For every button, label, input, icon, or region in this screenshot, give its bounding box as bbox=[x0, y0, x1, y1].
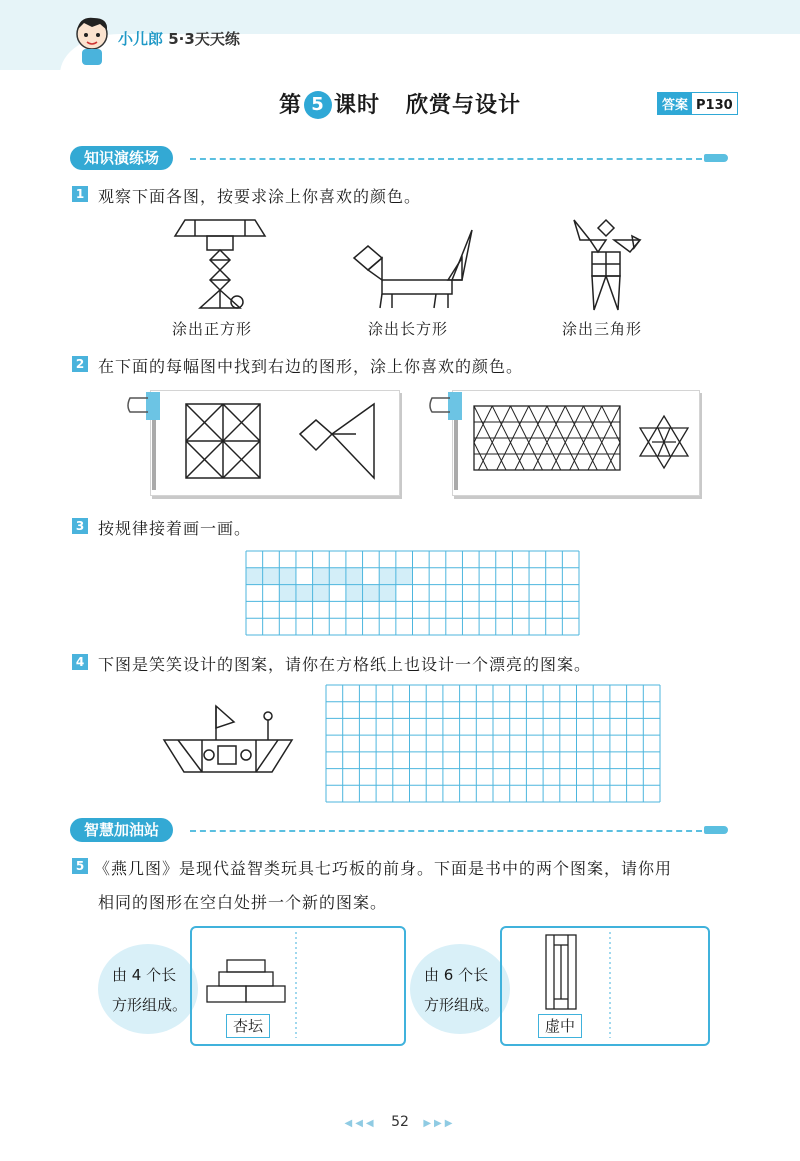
section-divider bbox=[190, 158, 702, 160]
pattern-cell bbox=[279, 585, 296, 602]
question-text-line2: 相同的图形在空白处拼一个新的图案。 bbox=[98, 893, 388, 912]
question-text: 观察下面各图，按要求涂上你喜欢的颜色。 bbox=[98, 187, 422, 206]
question-text: 在下面的每幅图中找到右边的图形，涂上你喜欢的颜色。 bbox=[98, 357, 524, 376]
binder-clip-icon bbox=[124, 392, 164, 492]
question-number: 1 bbox=[72, 186, 88, 202]
page-footer bbox=[0, 1114, 800, 1130]
title-prefix: 第 bbox=[278, 93, 302, 118]
brand-name: 小儿郎 bbox=[118, 30, 164, 48]
pattern-label: 杏坛 bbox=[226, 1014, 270, 1038]
mascot-icon bbox=[70, 14, 114, 68]
arrows-right-icon: ▶▶▶ bbox=[423, 1118, 456, 1129]
question-number: 2 bbox=[72, 356, 88, 372]
pencil-icon bbox=[704, 154, 728, 162]
section-wisdom: 智慧加油站 bbox=[70, 818, 173, 842]
caption-rectangle: 涂出长方形 bbox=[368, 320, 449, 338]
caption-square: 涂出正方形 bbox=[172, 320, 253, 338]
pattern-cell bbox=[313, 568, 330, 585]
answer-page: P130 bbox=[696, 98, 733, 113]
bubble-text: 由 4 个长 bbox=[112, 966, 177, 984]
brand-logo bbox=[118, 28, 240, 49]
figure-triangle-lattice bbox=[474, 406, 620, 470]
question-text: 《燕几图》是现代益智类玩具七巧板的前身。下面是书中的两个图案，请你用 bbox=[94, 859, 673, 878]
pattern-cell bbox=[396, 568, 413, 585]
hint-bubble-right bbox=[410, 944, 510, 1034]
pattern-cell bbox=[346, 568, 363, 585]
pattern-cell bbox=[313, 585, 330, 602]
pattern-cell bbox=[379, 568, 396, 585]
bubble-text: 由 6 个长 bbox=[424, 966, 489, 984]
binder-clip-icon bbox=[426, 392, 466, 492]
pattern-cell bbox=[346, 585, 363, 602]
pattern-cell bbox=[246, 568, 263, 585]
figure-squares bbox=[175, 218, 265, 313]
lesson-number-badge: 5 bbox=[304, 91, 332, 119]
bubble-text: 方形组成。 bbox=[112, 996, 188, 1014]
pattern-cell bbox=[279, 568, 296, 585]
pattern-label: 虚中 bbox=[538, 1014, 582, 1038]
title-suffix: 课时 bbox=[334, 93, 381, 118]
design-grid[interactable] bbox=[326, 685, 660, 802]
figure-triangles bbox=[572, 218, 642, 312]
answer-key-label: 答案 bbox=[658, 93, 692, 114]
figure-hexagram bbox=[638, 414, 690, 470]
pattern-cell bbox=[263, 568, 280, 585]
answer-key-badge bbox=[657, 92, 738, 115]
pencil-icon bbox=[704, 826, 728, 834]
pattern-grid bbox=[246, 551, 579, 635]
title-topic: 欣赏与设计 bbox=[406, 93, 522, 118]
figure-xuzhong[interactable] bbox=[544, 933, 578, 1011]
arrows-left-icon: ◀◀◀ bbox=[344, 1118, 377, 1129]
page-number: 52 bbox=[391, 1114, 409, 1130]
hint-bubble-left bbox=[98, 944, 198, 1034]
question-number: 3 bbox=[72, 518, 88, 534]
bubble-text: 方形组成。 bbox=[424, 996, 500, 1014]
question-text: 下图是笑笑设计的图案，请你在方格纸上也设计一个漂亮的图案。 bbox=[98, 655, 592, 674]
figure-boat bbox=[164, 706, 294, 776]
section-divider bbox=[190, 830, 702, 832]
pattern-cell bbox=[329, 568, 346, 585]
section-knowledge: 知识演练场 bbox=[70, 146, 173, 170]
frame-divider bbox=[502, 928, 706, 1042]
question-text: 按规律接着画一画。 bbox=[98, 519, 252, 538]
figure-xingtan[interactable] bbox=[205, 958, 287, 1004]
caption-triangle: 涂出三角形 bbox=[562, 320, 643, 338]
brand-series: 5·3天天练 bbox=[168, 30, 240, 48]
pattern-cell bbox=[363, 585, 380, 602]
pattern-cell bbox=[296, 585, 313, 602]
figure-grid-squares bbox=[186, 404, 376, 478]
figure-rectangles bbox=[352, 228, 474, 310]
question-number: 4 bbox=[72, 654, 88, 670]
question-number: 5 bbox=[72, 858, 88, 874]
pattern-cell bbox=[379, 585, 396, 602]
